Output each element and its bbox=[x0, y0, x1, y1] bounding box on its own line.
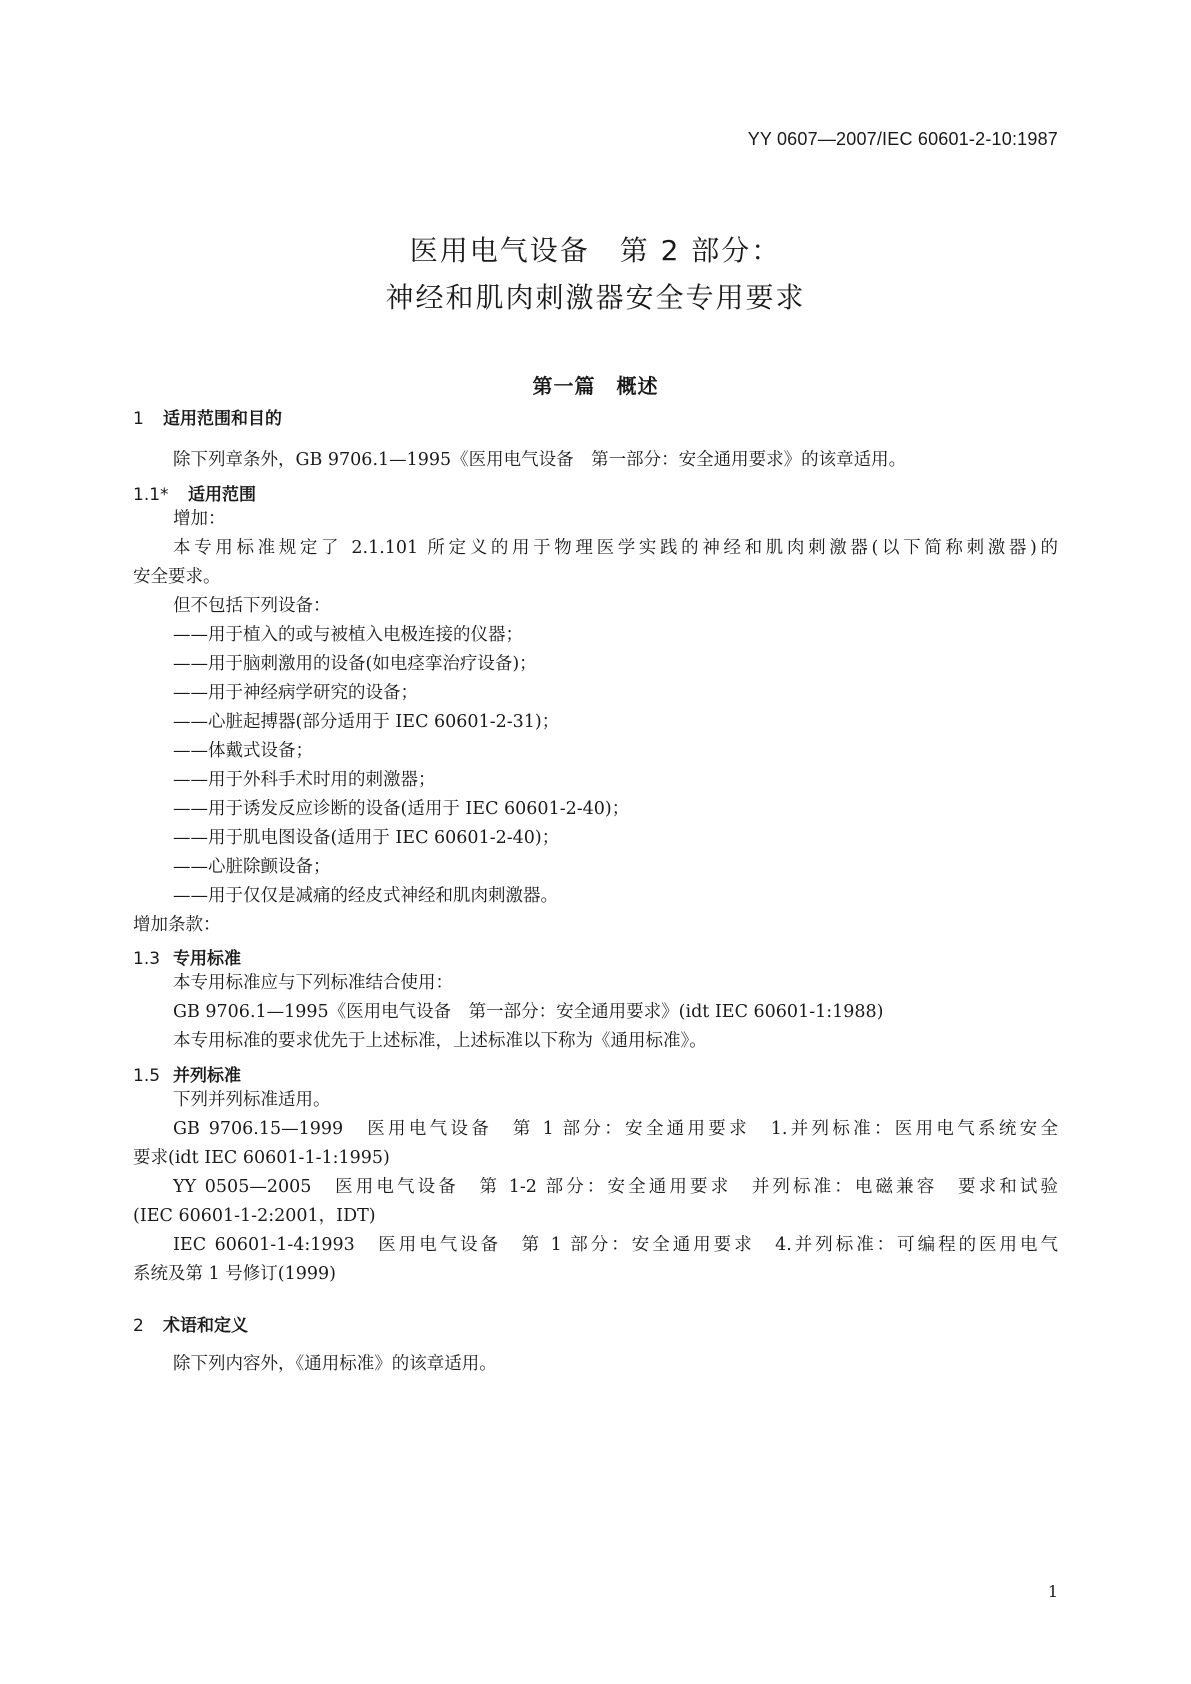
section-1-3-paragraph: GB 9706.1—1995《医用电气设备 第一部分：安全通用要求》(idt IEC 60601-1:1988) bbox=[173, 1002, 884, 1022]
section-number: 1.5 bbox=[133, 1066, 161, 1086]
exclusion-item: ——用于仅仅是减痛的经皮式神经和肌肉刺激器。 bbox=[173, 886, 558, 906]
section-1-3-paragraph: 本专用标准的要求优先于上述标准，上述标准以下称为《通用标准》。 bbox=[173, 1031, 707, 1051]
exclusion-item: ——用于外科手术时用的刺激器； bbox=[173, 770, 436, 790]
section-1-5-paragraph: 下列并列标准适用。 bbox=[173, 1090, 331, 1110]
section-1-intro: 除下列章条外，GB 9706.1—1995《医用电气设备 第一部分：安全通用要求》的该章适用。 bbox=[173, 450, 907, 470]
section-1-1-heading bbox=[133, 480, 256, 505]
exclusion-item: ——心脏除颤设备； bbox=[173, 857, 331, 877]
scope-paragraph-line1: 本专用标准规定了 2.1.101 所定义的用于物理医学实践的神经和肌肉刺激器(以下简称刺激器)的 bbox=[173, 538, 1058, 558]
section-title: 并列标准 bbox=[173, 1066, 241, 1086]
section-2-intro: 除下列内容外，《通用标准》的该章适用。 bbox=[173, 1354, 497, 1374]
section-title: 适用范围 bbox=[188, 485, 256, 505]
exclusion-intro: 但不包括下列设备： bbox=[173, 596, 331, 616]
section-title: 术语和定义 bbox=[163, 1316, 248, 1336]
standard-number-header: YY 0607—2007/IEC 60601-2-10:1987 bbox=[747, 129, 1058, 149]
document-title-line2: 神经和肌肉刺激器安全专用要求 bbox=[385, 281, 806, 314]
page-number: 1 bbox=[1047, 1582, 1058, 1601]
section-title: 专用标准 bbox=[173, 949, 241, 969]
exclusion-item: ——用于脑刺激用的设备(如电痉挛治疗设备)； bbox=[173, 654, 537, 674]
section-number: 1.3 bbox=[133, 949, 161, 969]
collateral-standard-2-line1: YY 0505—2005 医用电气设备 第 1-2 部分：安全通用要求 并列标准：电磁兼容 要求和试验 bbox=[173, 1177, 1058, 1197]
section-title: 适用范围和目的 bbox=[163, 409, 282, 429]
section-number: 2 bbox=[133, 1316, 144, 1336]
collateral-standard-2-line2: (IEC 60601-1-2:2001，IDT) bbox=[133, 1206, 376, 1226]
section-2-heading bbox=[133, 1311, 248, 1336]
section-number: 1.1* bbox=[133, 485, 169, 505]
exclusion-item: ——用于植入的或与被植入电极连接的仪器； bbox=[173, 625, 523, 645]
section-1-heading bbox=[133, 404, 282, 429]
section-1-5-heading bbox=[133, 1061, 241, 1086]
exclusion-item: ——用于诱发反应诊断的设备(适用于 IEC 60601-2-40)； bbox=[173, 799, 630, 819]
exclusion-item: ——用于肌电图设备(适用于 IEC 60601-2-40)； bbox=[173, 828, 560, 848]
section-number: 1 bbox=[133, 409, 144, 429]
section-1-3-paragraph: 本专用标准应与下列标准结合使用： bbox=[173, 973, 453, 993]
addition-label: 增加： bbox=[173, 509, 226, 529]
document-title-line1: 医用电气设备 第 2 部分： bbox=[409, 234, 782, 267]
scope-paragraph-line2: 安全要求。 bbox=[133, 567, 221, 587]
additional-clauses-label: 增加条款： bbox=[133, 915, 221, 935]
exclusion-item: ——体戴式设备； bbox=[173, 741, 313, 761]
collateral-standard-3-line1: IEC 60601-1-4:1993 医用电气设备 第 1 部分：安全通用要求 4.并列标准：可编程的医用电气 bbox=[173, 1235, 1058, 1255]
section-1-3-heading bbox=[133, 944, 241, 969]
collateral-standard-3-line2: 系统及第 1 号修订(1999) bbox=[133, 1264, 336, 1284]
collateral-standard-1-line2: 要求(idt IEC 60601-1-1:1995) bbox=[133, 1148, 390, 1168]
part-heading: 第一篇 概述 bbox=[532, 374, 659, 398]
exclusion-item: ——用于神经病学研究的设备； bbox=[173, 683, 418, 703]
exclusion-item: ——心脏起搏器(部分适用于 IEC 60601-2-31)； bbox=[173, 712, 560, 732]
collateral-standard-1-line1: GB 9706.15—1999 医用电气设备 第 1 部分：安全通用要求 1.并列标准：医用电气系统安全 bbox=[173, 1119, 1058, 1139]
